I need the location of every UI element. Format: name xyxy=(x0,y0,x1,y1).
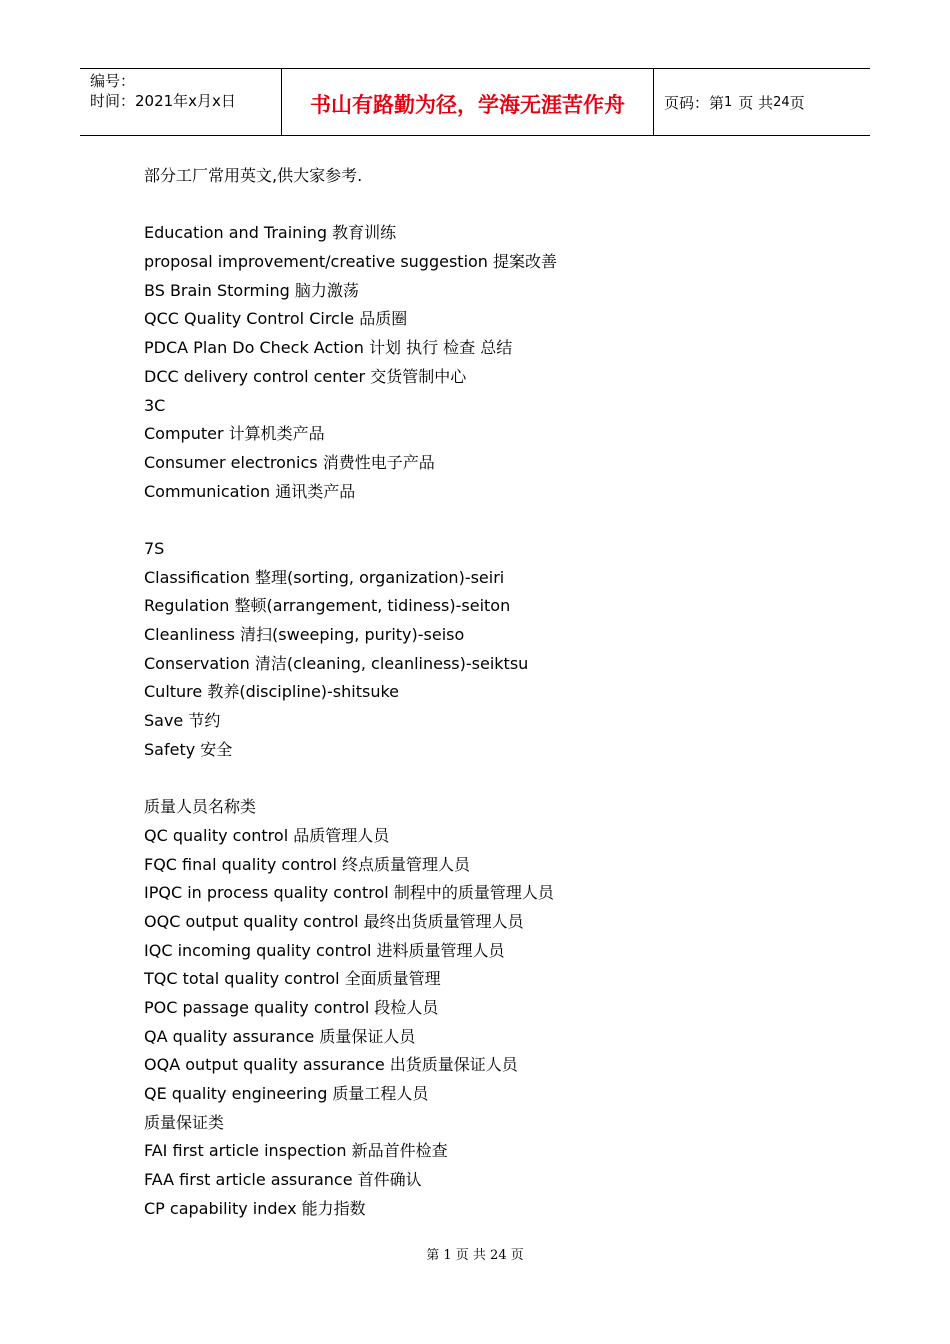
page-total: 24 xyxy=(773,94,790,110)
text-line: proposal improvement/creative suggestion 提案改善 xyxy=(144,252,558,272)
page-label: 页码：第 xyxy=(664,93,725,112)
page-footer: 第 1 页 共 24 页 xyxy=(426,1248,524,1263)
text-line: Regulation 整顿(arrangement, tidiness)-seiton xyxy=(144,596,511,616)
text-line: Communication 通讯类产品 xyxy=(144,481,356,501)
text-line: Classification 整理(sorting, organization)-seiri xyxy=(144,567,505,587)
text-line: IQC incoming quality control 进料质量管理人员 xyxy=(144,940,505,960)
document-body xyxy=(144,162,864,1223)
header-meta xyxy=(80,69,281,135)
text-line: Safety 安全 xyxy=(144,739,233,759)
text-line: PDCA Plan Do Check Action 计划 执行 检查 总结 xyxy=(144,338,513,358)
text-line: TQC total quality control 全面质量管理 xyxy=(144,969,441,989)
document-date: 时间：2021年x月x日 xyxy=(90,92,236,110)
text-line: 质量人员名称类 xyxy=(144,797,257,817)
text-line: IPQC in process quality control 制程中的质量管理人员 xyxy=(144,883,554,903)
text-line: Computer 计算机类产品 xyxy=(144,424,325,444)
text-line: FAI first article inspection 新品首件检查 xyxy=(144,1141,448,1161)
text-line: QC quality control 品质管理人员 xyxy=(144,825,390,845)
text-line: Culture 教养(discipline)-shitsuke xyxy=(144,682,400,702)
text-line: Education and Training 教育训练 xyxy=(144,223,397,243)
text-line: BS Brain Storming 脑力激荡 xyxy=(144,280,359,300)
page-end-label: 页 xyxy=(789,93,805,112)
document-number-label: 编号： xyxy=(90,72,136,90)
text-line: FAA first article assurance 首件确认 xyxy=(144,1170,422,1190)
header-motto: 书山有路勤为径，学海无涯苦作舟 xyxy=(281,69,654,135)
page-current: 1 xyxy=(724,94,733,110)
text-line: POC passage quality control 段检人员 xyxy=(144,997,439,1017)
text-line: QE quality engineering 质量工程人员 xyxy=(144,1084,429,1103)
text-line: QCC Quality Control Circle 品质圈 xyxy=(144,309,408,329)
text-line: OQC output quality control 最终出货质量管理人员 xyxy=(144,911,524,931)
header-page-info xyxy=(654,69,870,135)
text-line: Consumer electronics 消费性电子产品 xyxy=(144,452,435,472)
blank-line xyxy=(144,191,864,220)
blank-line xyxy=(144,764,864,793)
text-line: 质量保证类 xyxy=(144,1112,225,1132)
text-line: 部分工厂常用英文,供大家参考. xyxy=(144,166,363,185)
text-line: QA quality assurance 质量保证人员 xyxy=(144,1026,416,1046)
text-line: Conservation 清洁(cleaning, cleanliness)-seiktsu xyxy=(144,653,529,673)
text-line: CP capability index 能力指数 xyxy=(144,1198,366,1218)
text-line: DCC delivery control center 交货管制中心 xyxy=(144,366,467,386)
text-line: 7S xyxy=(144,538,165,558)
text-line: Cleanliness 清扫(sweeping, purity)-seiso xyxy=(144,625,465,644)
blank-line xyxy=(144,506,864,535)
text-line: FQC final quality control 终点质量管理人员 xyxy=(144,854,470,874)
text-line: OQA output quality assurance 出货质量保证人员 xyxy=(144,1055,518,1075)
page-header xyxy=(80,68,870,136)
page-mid-label: 页 共 xyxy=(738,93,774,112)
text-line: Save 节约 xyxy=(144,711,221,731)
text-line: 3C xyxy=(144,395,166,415)
